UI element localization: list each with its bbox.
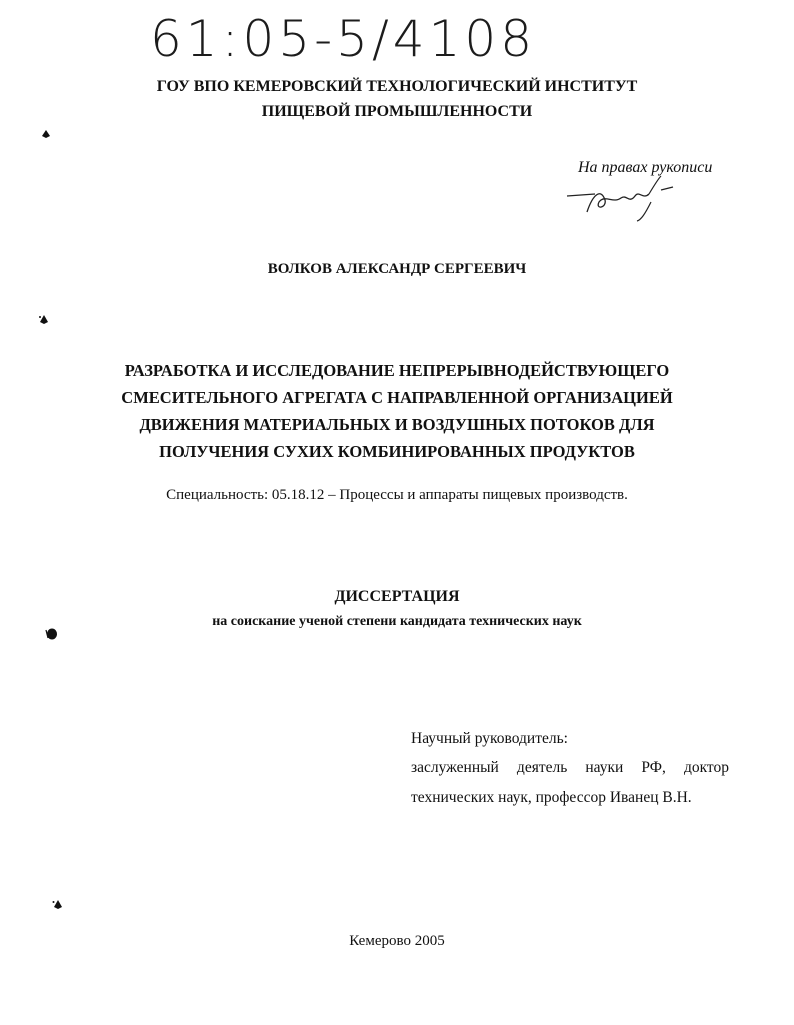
title-line-2: СМЕСИТЕЛЬНОГО АГРЕГАТА С НАПРАВЛЕННОЙ ОРГАНИЗАЦИЕЙ bbox=[121, 388, 673, 407]
scan-mark-icon bbox=[44, 627, 58, 641]
handwritten-archive-number: 61:05-5/4108 bbox=[150, 10, 537, 68]
author-signature bbox=[565, 174, 675, 222]
supervisor-label: Научный руководитель: bbox=[411, 730, 568, 747]
title-line-1: РАЗРАБОТКА И ИССЛЕДОВАНИЕ НЕПРЕРЫВНОДЕЙСТВУЮЩЕГО bbox=[124, 361, 670, 380]
city-year: Кемерово 2005 bbox=[349, 933, 445, 949]
scan-mark-icon bbox=[38, 313, 50, 325]
title-line-3: ДВИЖЕНИЯ МАТЕРИАЛЬНЫХ И ВОЗДУШНЫХ ПОТОКОВ ДЛЯ bbox=[139, 415, 655, 434]
manuscript-rights-note: На правах рукописи bbox=[578, 159, 713, 176]
specialty: Специальность: 05.18.12 – Процессы и аппараты пищевых производств. bbox=[166, 487, 628, 503]
dissertation-heading: ДИССЕРТАЦИЯ bbox=[334, 588, 460, 605]
supervisor-title: заслуженный деятель науки РФ, доктор bbox=[411, 759, 729, 776]
supervisor-name: технических наук, профессор Иванец В.Н. bbox=[411, 789, 692, 806]
dissertation-title bbox=[0, 357, 794, 465]
degree-line: на соискание ученой степени кандидата технических наук bbox=[212, 614, 582, 629]
title-line-4: ПОЛУЧЕНИЯ СУХИХ КОМБИНИРОВАННЫХ ПРОДУКТОВ bbox=[159, 442, 635, 461]
institution-line-1: ГОУ ВПО КЕМЕРОВСКИЙ ТЕХНОЛОГИЧЕСКИЙ ИНСТИТУТ bbox=[156, 78, 638, 95]
scan-mark-icon bbox=[40, 128, 52, 140]
author-name: ВОЛКОВ АЛЕКСАНДР СЕРГЕЕВИЧ bbox=[267, 261, 527, 277]
institution-line-2: ПИЩЕВОЙ ПРОМЫШЛЕННОСТИ bbox=[261, 103, 533, 120]
scan-mark-icon bbox=[52, 898, 64, 910]
